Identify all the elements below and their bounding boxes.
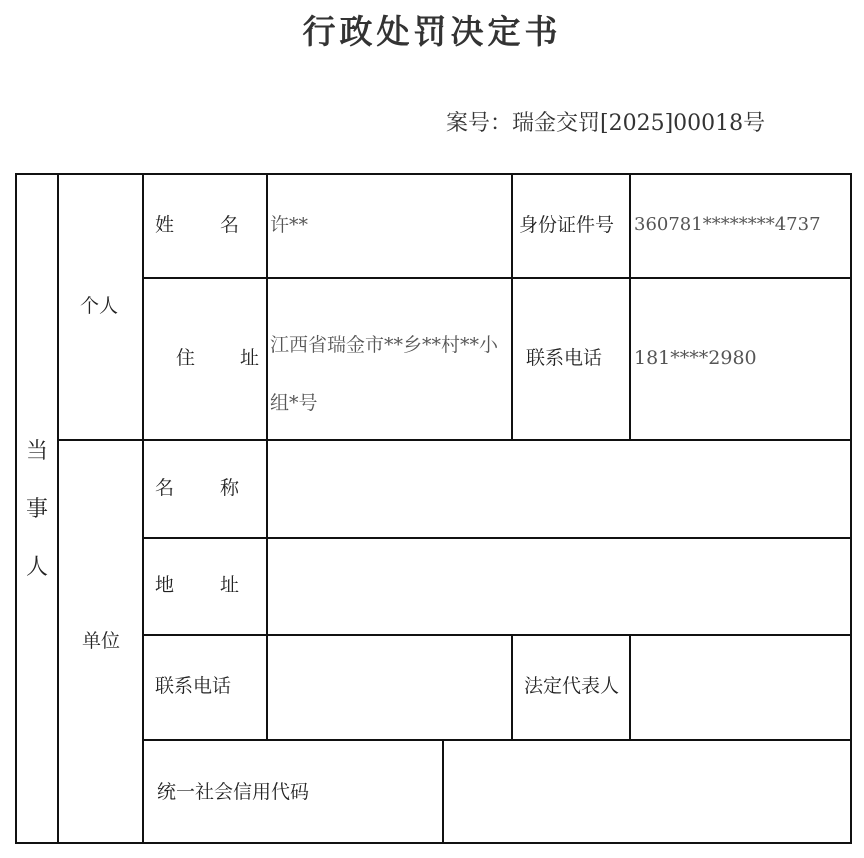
- party-info-table: [15, 173, 852, 844]
- id-label: 身份证件号: [519, 214, 615, 236]
- unit-address-label-char: 址: [220, 574, 240, 596]
- grid-line: [629, 173, 631, 440]
- grid-line: [511, 173, 513, 440]
- name-label-char: 姓: [155, 214, 175, 236]
- phone-value: 181****2980: [634, 347, 757, 369]
- case-number-label: 案号：: [446, 111, 513, 136]
- party-label-char: 当: [25, 439, 48, 464]
- individual-section-label: 个人: [80, 295, 119, 317]
- grid-line: [142, 277, 852, 279]
- document-title: 行政处罚决定书: [302, 12, 562, 51]
- legal-representative-label: 法定代表人: [524, 675, 620, 697]
- grid-line: [142, 634, 852, 636]
- grid-line: [266, 173, 268, 740]
- unit-phone-label: 联系电话: [155, 675, 232, 697]
- grid-line: [511, 634, 513, 740]
- address-label-char: 址: [240, 347, 260, 369]
- grid-line: [57, 173, 59, 844]
- grid-line: [57, 439, 852, 441]
- grid-line: [142, 537, 852, 539]
- unit-name-label-char: 称: [220, 477, 240, 499]
- unit-name-label-char: 名: [155, 477, 175, 499]
- grid-line: [142, 739, 852, 741]
- address-label-char: 住: [176, 347, 196, 369]
- phone-label: 联系电话: [526, 347, 603, 369]
- credit-code-label: 统一社会信用代码: [157, 781, 310, 803]
- party-label-char: 事: [25, 497, 48, 522]
- grid-line: [442, 740, 444, 844]
- case-number-line: [446, 106, 765, 137]
- party-label-char: 人: [25, 555, 48, 580]
- grid-line: [629, 634, 631, 740]
- name-label-char: 名: [220, 214, 240, 236]
- name-value: 许**: [270, 214, 309, 236]
- unit-section-label: 单位: [82, 630, 121, 652]
- address-value: 江西省瑞金市**乡**村**小组*号: [270, 334, 499, 414]
- grid-line: [142, 173, 144, 844]
- party-label: [25, 441, 49, 615]
- id-value: 360781********4737: [634, 214, 821, 235]
- case-number-value: 瑞金交罚[2025]00018号: [512, 111, 766, 136]
- unit-address-label-char: 地: [155, 574, 175, 596]
